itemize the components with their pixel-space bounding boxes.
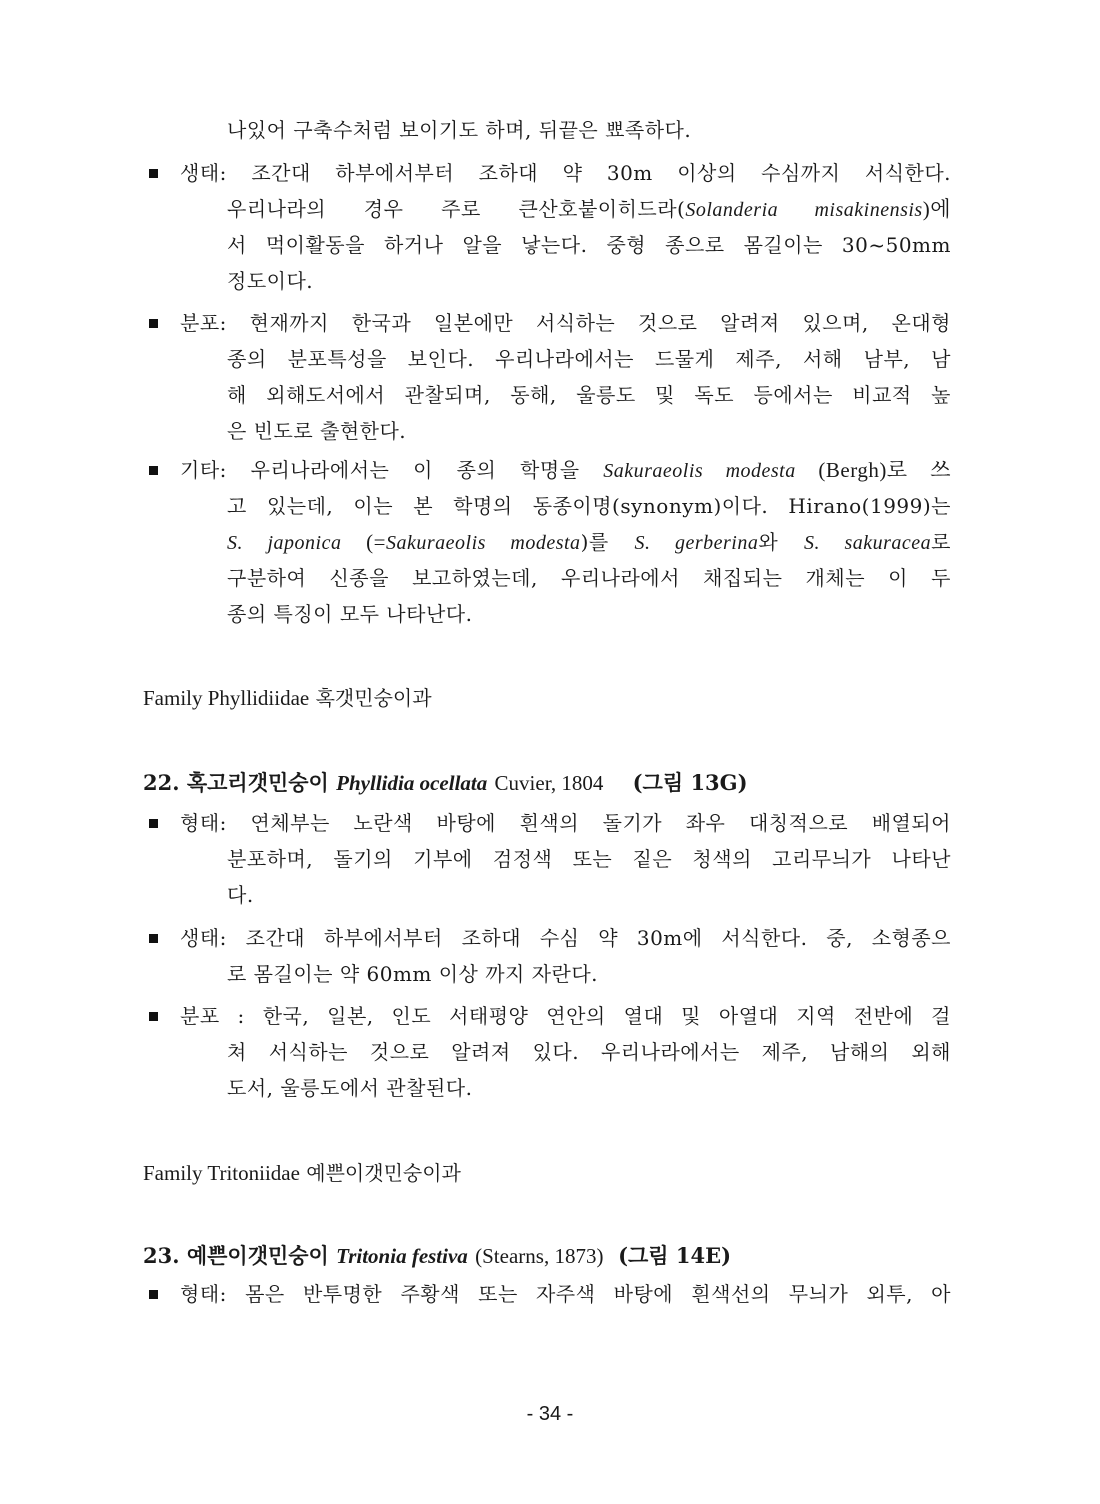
family-heading-phyllidiidae: Family Phyllidiidae 혹갯민숭이과 [143, 686, 432, 710]
ecology-label: 생태: [180, 926, 227, 950]
ecology-line-1: 생태: 조간대 하부에서부터 조하대 약 30m 이상의 수심까지 서식한다. [180, 161, 951, 185]
family-heading-tritoniidae: Family Tritoniidae 예쁜이갯민숭이과 [143, 1161, 461, 1185]
distribution-line-2: 종의 분포특성을 보인다. 우리나라에서는 드물게 제주, 서해 남부, 남 [227, 347, 951, 371]
bullet-icon [149, 934, 158, 943]
bullet-icon [149, 466, 158, 475]
other-line-5: 종의 특징이 모두 나타난다. [227, 602, 473, 626]
ecology-line-3: 서 먹이활동을 하거나 알을 낳는다. 중형 종으로 몸길이는 30~50mm [227, 233, 951, 257]
distribution-line-1: 분포 : 한국, 일본, 인도 서태평양 연안의 열대 및 아열대 지역 전반에 걸 [180, 1004, 951, 1028]
bullet-icon [149, 1290, 158, 1299]
other-line-1: 기타: 우리나라에서는 이 종의 학명을 Sakuraeolis modesta (Bergh)로 쓰 [180, 458, 951, 482]
ecology-label: 생태: [180, 161, 227, 185]
species-heading-22: 22. 혹고리갯민숭이 Phyllidia ocellata Cuvier, 1804 (그림 13G) [143, 770, 748, 795]
distribution-line-2: 쳐 서식하는 것으로 알려져 있다. 우리나라에서는 제주, 남해의 외해 [227, 1040, 951, 1064]
bullet-icon [149, 169, 158, 178]
morphology-label: 형태: [180, 811, 227, 835]
page-number: - 34 - [526, 1403, 574, 1425]
bullet-icon [149, 1012, 158, 1021]
morphology-line-1: 형태: 연체부는 노란색 바탕에 흰색의 돌기가 좌우 대칭적으로 배열되어 [180, 811, 951, 835]
ecology-line-2: 우리나라의 경우 주로 큰산호붙이히드라(Solanderia misakinensis)에 [227, 197, 951, 221]
distribution-line-3: 해 외해도서에서 관찰되며, 동해, 울릉도 및 독도 등에서는 비교적 높 [227, 383, 951, 407]
continuation-text: 나있어 구축수처럼 보이기도 하며, 뒤끝은 뾰족하다. [227, 118, 692, 142]
other-line-3: S. japonica (=Sakuraeolis modesta)를 S. gerberina와 S. sakuracea로 [227, 530, 951, 554]
figure-reference: (그림 14E) [618, 1243, 732, 1268]
bullet-icon [149, 319, 158, 328]
distribution-line-1: 분포: 현재까지 한국과 일본에만 서식하는 것으로 알려져 있으며, 온대형 [180, 311, 951, 335]
scientific-name: Solanderia misakinensis [685, 199, 923, 221]
scientific-name: Sakuraeolis modesta [603, 460, 796, 482]
distribution-label: 분포 : [180, 1004, 245, 1028]
morphology-line-1: 형태: 몸은 반투명한 주황색 또는 자주색 바탕에 흰색선의 무늬가 외투, 아 [180, 1282, 951, 1306]
ecology-line-2: 로 몸길이는 약 60mm 이상 까지 자란다. [227, 962, 599, 986]
species-heading-23: 23. 예쁜이갯민숭이 Tritonia festiva (Stearns, 1873) (그림 14E) [143, 1243, 732, 1268]
ecology-line-1: 생태: 조간대 하부에서부터 조하대 수심 약 30m에 서식한다. 중, 소형종으 [180, 926, 951, 950]
other-label: 기타: [180, 458, 227, 482]
morphology-line-3: 다. [227, 883, 254, 907]
other-line-2: 고 있는데, 이는 본 학명의 동종이명(synonym)이다. Hirano(1999)는 [227, 494, 951, 518]
ecology-line-4: 정도이다. [227, 269, 314, 293]
figure-reference: (그림 13G) [632, 770, 748, 795]
bullet-icon [149, 819, 158, 828]
distribution-label: 분포: [180, 311, 227, 335]
scientific-name: Phyllidia ocellata [336, 771, 488, 795]
other-line-4: 구분하여 신종을 보고하였는데, 우리나라에서 채집되는 개체는 이 두 [227, 566, 951, 590]
distribution-line-4: 은 빈도로 출현한다. [227, 419, 407, 443]
distribution-line-3: 도서, 울릉도에서 관찰된다. [227, 1076, 473, 1100]
scientific-name: Tritonia festiva [336, 1244, 468, 1268]
morphology-label: 형태: [180, 1282, 227, 1306]
morphology-line-2: 분포하며, 돌기의 기부에 검정색 또는 짙은 청색의 고리무늬가 나타난 [227, 847, 951, 871]
